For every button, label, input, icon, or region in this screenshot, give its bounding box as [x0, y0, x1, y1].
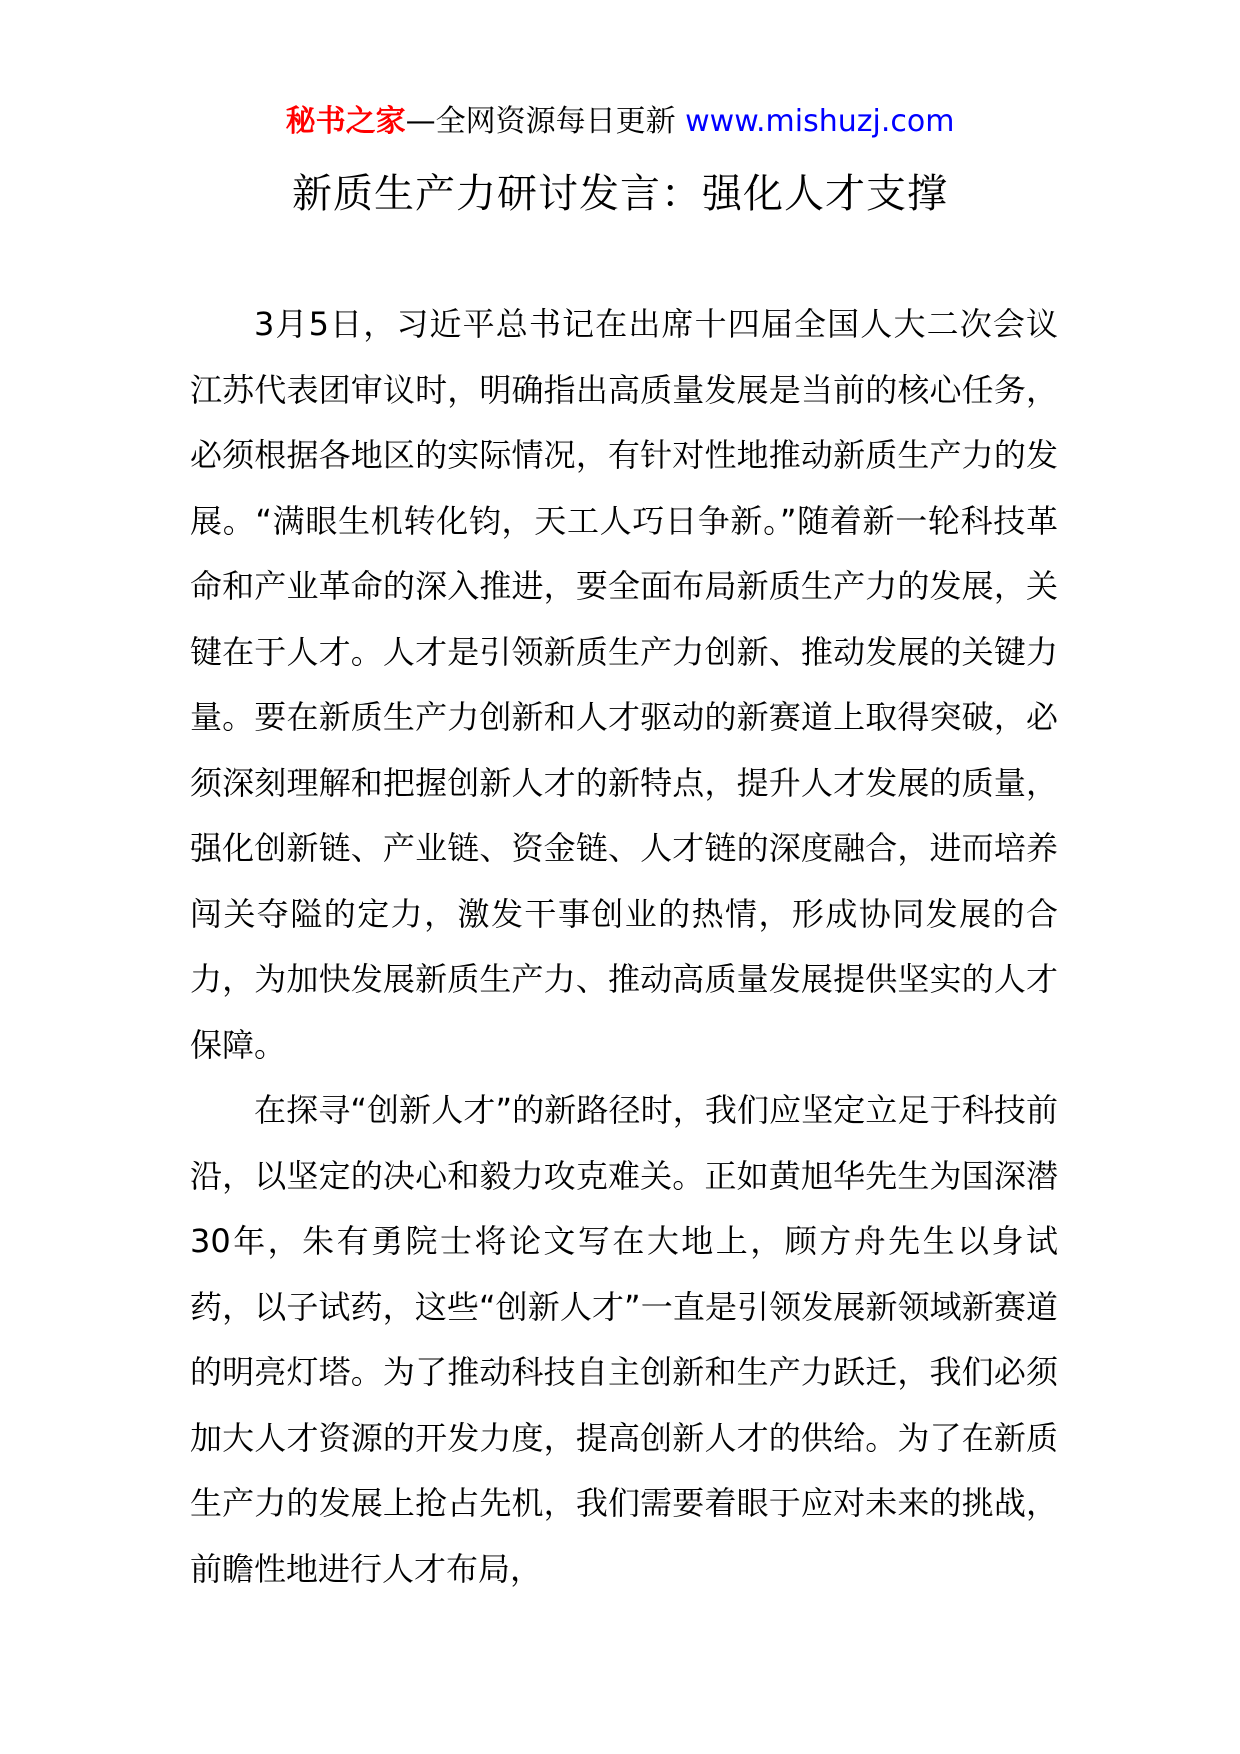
brand-name: 秘书之家: [285, 104, 406, 139]
paragraph-2: 在探寻“创新人才”的新路径时，我们应坚定立足于科技前沿，以坚定的决心和毅力攻克难关。正如黄旭华先生为国深潜30年，朱有勇院士将论文写在大地上，顾方舟先生以身试药，以子试药，这些“创新人才”一直是引领发展新领域新赛道的明亮灯塔。为了推动科技自主创新和生产力跃迁，我们必须加大人才资源的开发力度，提高创新人才的供给。为了在新质生产力的发展上抢占先机，我们需要着眼于应对未来的挑战，前瞻性地进行人才布局，: [190, 1091, 1058, 1588]
site-url-link[interactable]: www.mishuzj.com: [685, 104, 955, 139]
document-body: [190, 292, 1058, 1602]
header-tagline: —全网资源每日更新: [405, 104, 686, 139]
site-header: [0, 100, 1240, 144]
document-title: 新质生产力研讨发言：强化人才支撑: [292, 171, 948, 217]
paragraph-1: 3月5日，习近平总书记在出席十四届全国人大二次会议江苏代表团审议时，明确指出高质量发展是当前的核心任务，必须根据各地区的实际情况，有针对性地推动新质生产力的发展。“满眼生机转化钧，天工人巧日争新。”随着新一轮科技革命和产业革命的深入推进，要全面布局新质生产力的发展，关键在于人才。人才是引领新质生产力创新、推动发展的关键力量。要在新质生产力创新和人才驱动的新赛道上取得突破，必须深刻理解和把握创新人才的新特点，提升人才发展的质量，强化创新链、产业链、资金链、人才链的深度融合，进而培养闯关夺隘的定力，激发干事创业的热情，形成协同发展的合力，为加快发展新质生产力、推动高质量发展提供坚实的人才保障。: [190, 305, 1058, 1064]
